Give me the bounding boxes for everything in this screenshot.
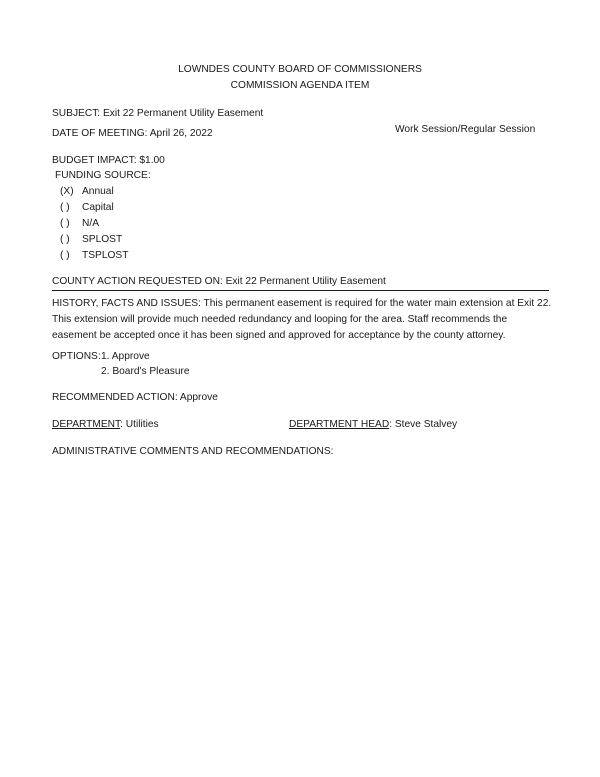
history-line: easement be accepted once it has been signed and approved for acceptance by the county attorney. [52, 330, 506, 341]
department-head-value: : Steve Stalvey [389, 419, 458, 430]
session-type: Work Session/Regular Session [395, 124, 536, 135]
funding-option-label: SPLOST [82, 234, 123, 245]
funding-option-label: TSPLOST [82, 250, 129, 261]
section-divider [52, 290, 549, 291]
administrative-comments: ADMINISTRATIVE COMMENTS AND RECOMMENDATIONS: [52, 446, 334, 457]
option-item: 2. Board's Pleasure [101, 366, 190, 377]
recommended-action: RECOMMENDED ACTION: Approve [52, 392, 218, 403]
option-item: 1. Approve [101, 351, 150, 362]
funding-option-annual [60, 186, 114, 198]
funding-option-capital [60, 202, 114, 214]
history-line: This extension will provide much needed redundancy and looping for the area. Staff recommends the [52, 314, 508, 325]
checkbox-mark: ( ) [60, 202, 70, 213]
history-facts-issues [52, 296, 557, 344]
checkbox-mark: ( ) [60, 250, 70, 261]
department-head [289, 419, 457, 431]
funding-option-tsplost [60, 250, 128, 262]
funding-option-splost [60, 234, 122, 246]
meeting-date: DATE OF MEETING: April 26, 2022 [52, 128, 213, 139]
department-label: DEPARTMENT [52, 419, 121, 430]
board-title: LOWNDES COUNTY BOARD OF COMMISSIONERS [178, 64, 422, 75]
history-line: HISTORY, FACTS AND ISSUES: This permanent easement is required for the water main extension at Exit 22. [52, 298, 552, 309]
budget-impact: BUDGET IMPACT: $1.00 [52, 155, 165, 166]
funding-source-label: FUNDING SOURCE: [55, 170, 151, 181]
checkbox-mark: (X) [60, 186, 74, 197]
department [52, 419, 159, 431]
options-label: OPTIONS: [52, 351, 101, 362]
checkbox-mark: ( ) [60, 234, 70, 245]
department-head-label: DEPARTMENT HEAD [289, 419, 390, 430]
funding-option-label: Annual [82, 186, 114, 197]
department-value: : Utilities [120, 419, 159, 430]
funding-option-label: Capital [82, 202, 114, 213]
checkbox-mark: ( ) [60, 218, 70, 229]
agenda-item-title: COMMISSION AGENDA ITEM [230, 80, 370, 91]
county-action-requested: COUNTY ACTION REQUESTED ON: Exit 22 Permanent Utility Easement [52, 276, 386, 287]
funding-option-label: N/A [82, 218, 99, 229]
funding-option-na [60, 218, 99, 230]
subject-line: SUBJECT: Exit 22 Permanent Utility Easement [52, 108, 264, 119]
